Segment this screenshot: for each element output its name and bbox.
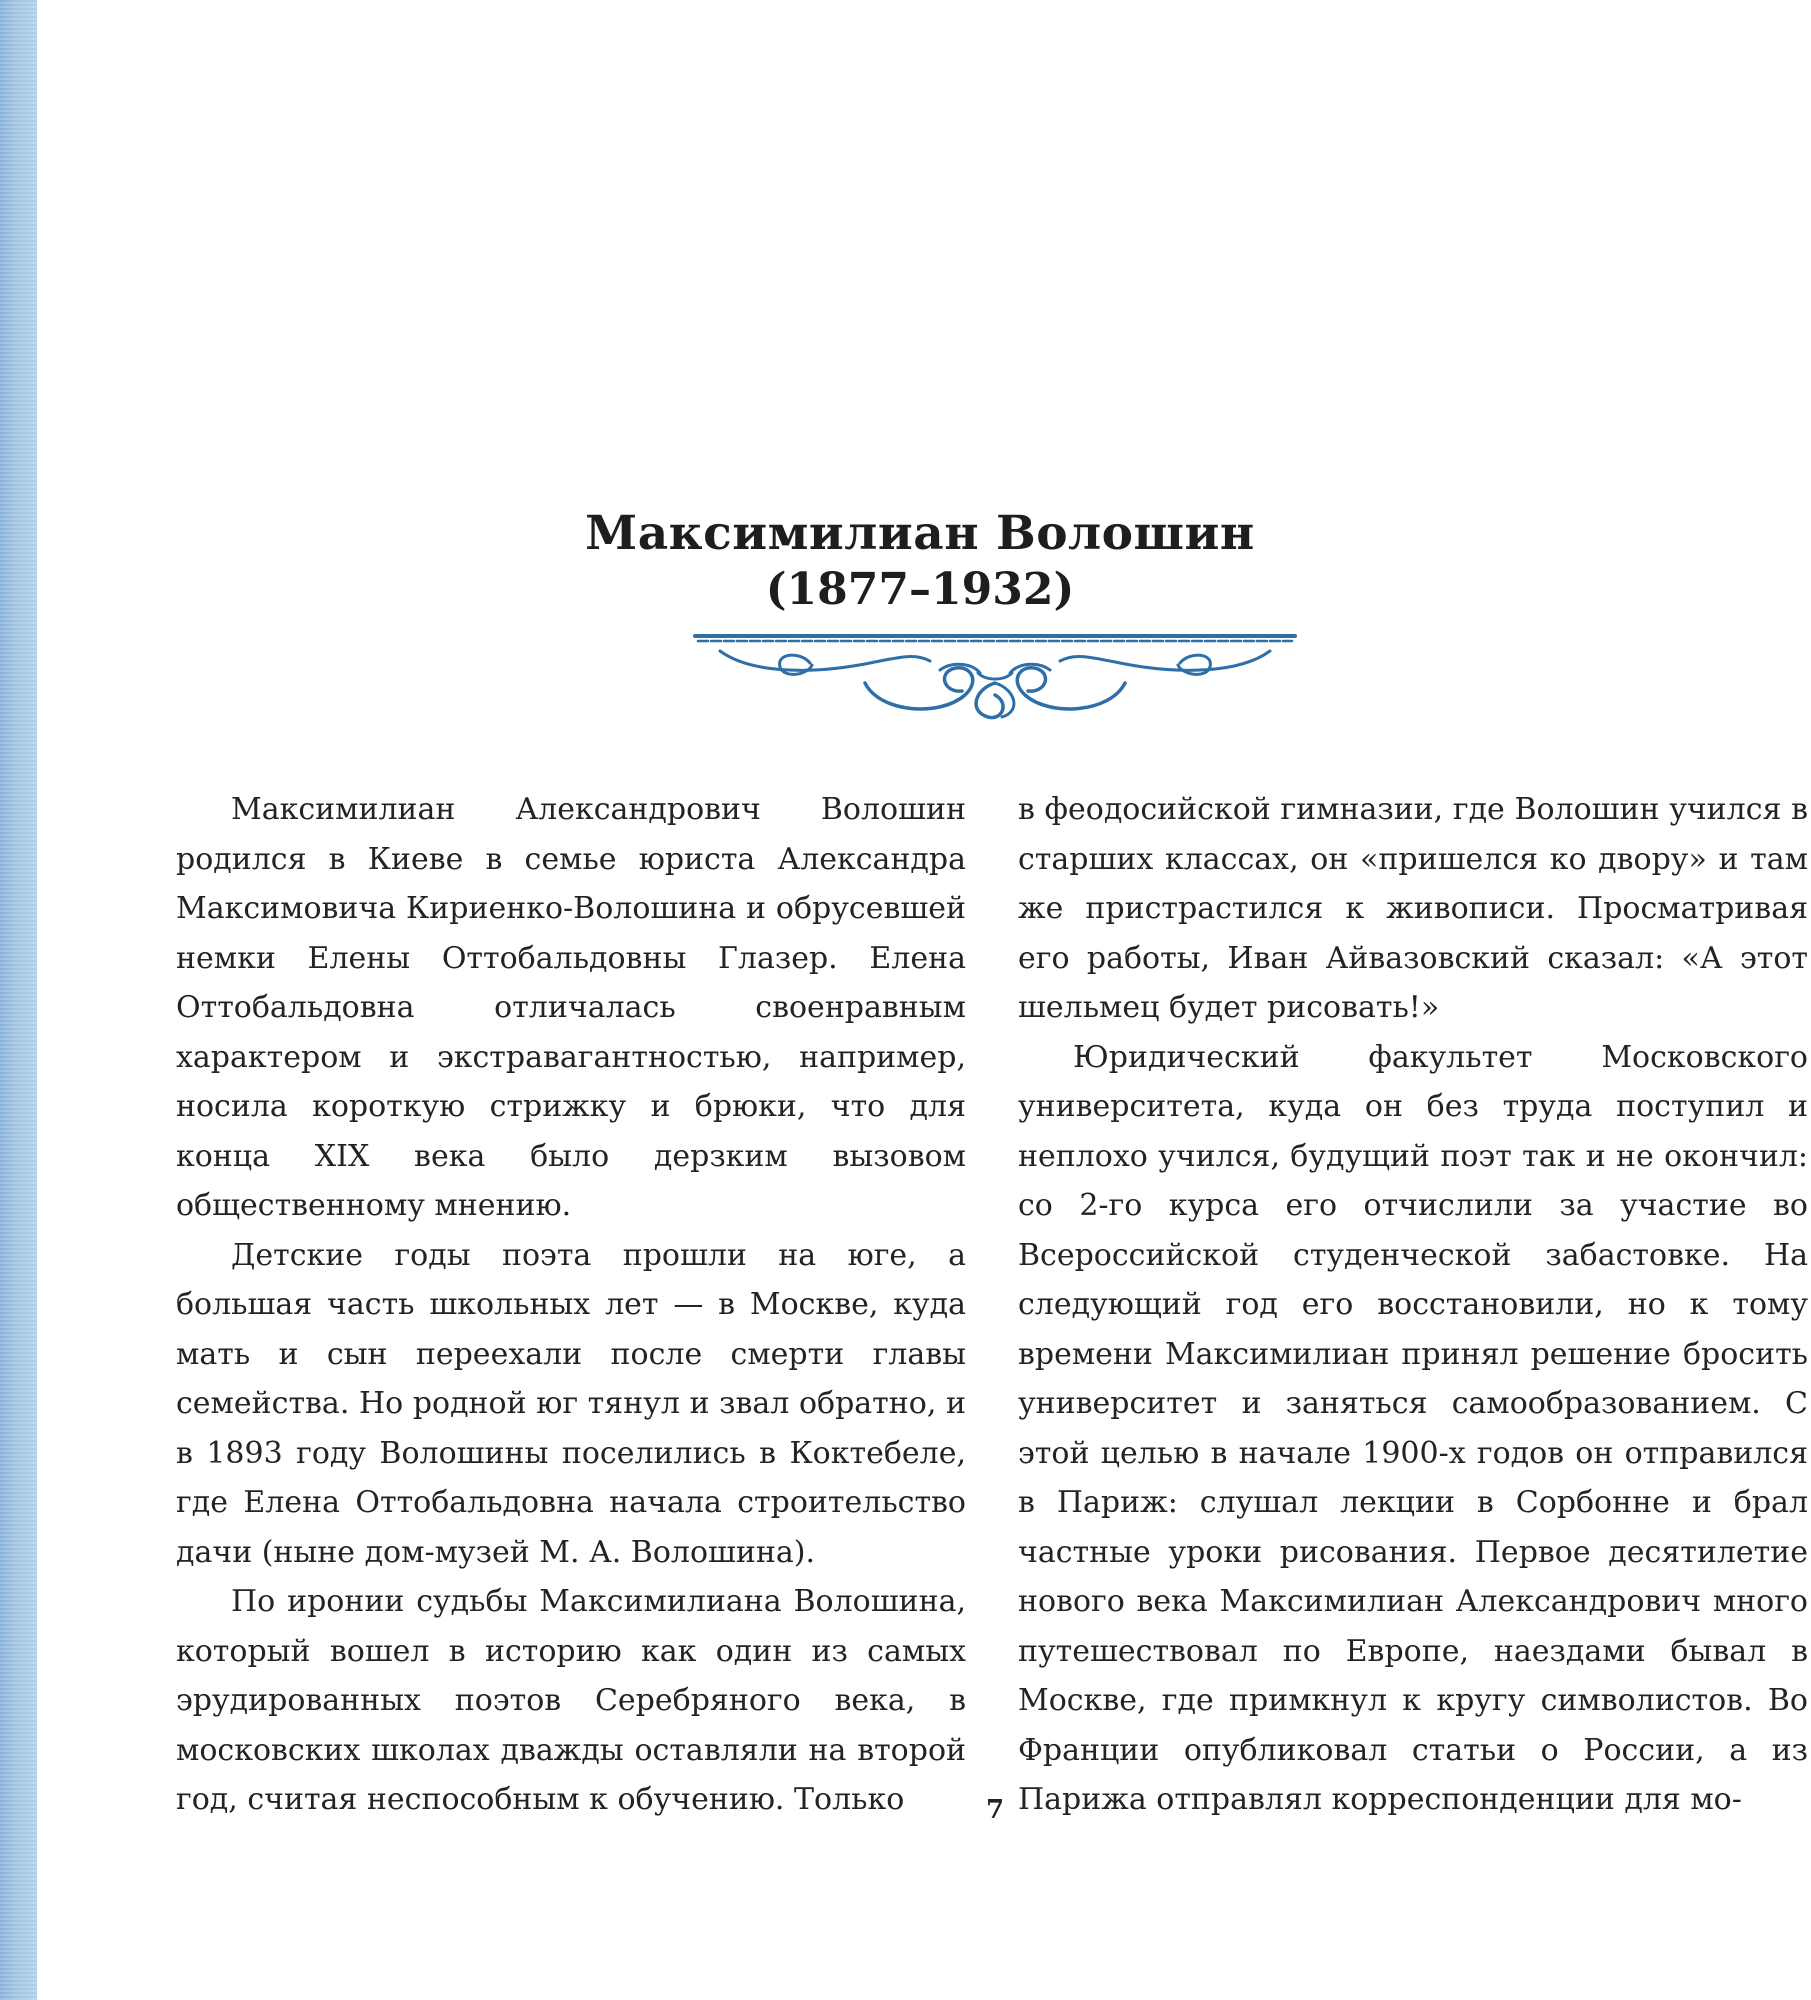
- life-years: (1877–1932): [765, 564, 1075, 615]
- page-title: Максимилиан Волошин: [585, 506, 1255, 561]
- paragraph: Максимилиан Александрович Волошин родился в Киеве в семье юриста Александра Максимовича Кириенко-Волошина и обрусевшей немки Елены Оттобальдовны Глазер. Елена Оттобальдовна отличалась своенравным характером и экстравагантностью, например, носила короткую стрижку и брюки, что для конца XIX века было дерзким вызовом общественному мнению.: [176, 792, 966, 1223]
- book-spine-edge: [0, 0, 37, 2000]
- paragraph: Юридический факультет Московского университета, куда он без труда поступил и неплохо учился, будущий поэт так и не окончил: со 2-го курса его отчислили за участие во Всероссийской студенческой забастовке. На следующий год его восстановили, но к тому времени Максимилиан принял решение бросить университет и заняться самообразованием. С этой целью в начале 1900-х годов он отправился в Париж: слушал лекции в Сорбонне и брал частные уроки рисования. Первое десятилетие нового века Максимилиан Александрович много путешествовал по Европе, наездами бывал в Москве, где примкнул к кругу символистов. Во Франции опубликовал статьи о России, а из Парижа отправлял корреспонденции для мо-: [1018, 1039, 1808, 1817]
- page-number: 7: [985, 1795, 1005, 1825]
- left-text-column: [176, 785, 966, 1825]
- flourish-ornament-icon: [690, 625, 1300, 725]
- paragraph-continuation: в феодосийской гимназии, где Волошин учился в старших классах, он «пришелся ко двору» и там же пристрастился к живописи. Просматривая его работы, Иван Айвазовский сказал: «А этот шельмец будет рисовать!»: [1018, 792, 1808, 1025]
- right-text-column: [1018, 785, 1808, 1825]
- paragraph: Детские годы поэта прошли на юге, а большая часть школьных лет — в Москве, куда мать и сын переехали после смерти главы семейства. Но родной юг тянул и звал обратно, и в 1893 году Волошины поселились в Коктебеле, где Елена Оттобальдовна начала строительство дачи (ныне дом-музей М. А. Волошина).: [176, 1237, 966, 1570]
- paragraph: По иронии судьбы Максимилиана Волошина, который вошел в историю как один из самых эрудированных поэтов Серебряного века, в московских школах дважды оставляли на второй год, считая неспособным к обучению. Только: [176, 1584, 966, 1817]
